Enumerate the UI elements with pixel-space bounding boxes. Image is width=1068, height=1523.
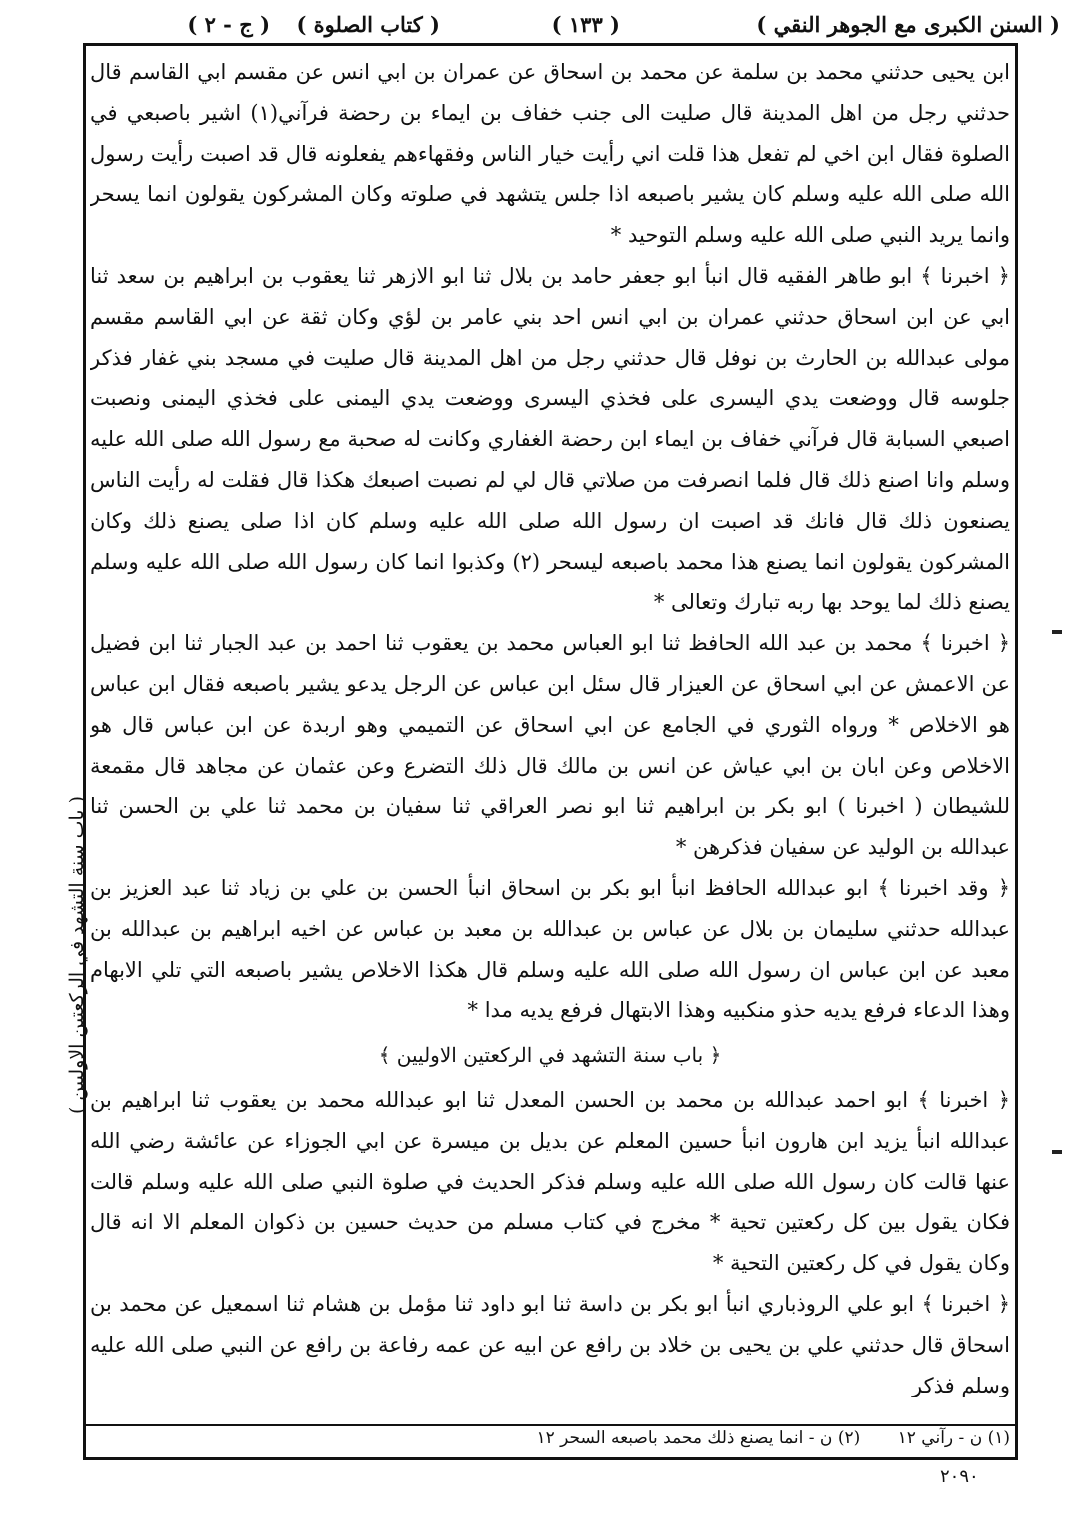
sheet-number: ۲۰۹۰ bbox=[940, 1466, 979, 1487]
paragraph: ﴿ وقد اخبرنا ﴾ ابو عبدالله الحافظ انبأ ابو بكر بن اسحاق انبأ الحسن بن علي بن زياد ثنا عبد العزيز بن عبدالله حدثني سليمان بن بلال عن عباس بن عبدالله بن معبد بن عباس عن اخيه ابراهيم بن عبدالله بن معبد عن ابن عباس ان رسول الله صلى الله عليه وسلم قال هكذا الاخلاص يشير باصبعه التي تلي الابهام وهذا الدعاء فرفع يديه حذو منكبيه وهذا الابتهال فرفع يديه مدا * bbox=[90, 875, 1010, 1023]
header-book-title: ( السنن الكبرى مع الجوهر النقي ) bbox=[756, 12, 1060, 37]
footnote-divider bbox=[86, 1424, 1016, 1426]
paragraph: ﴿ اخبرنا ﴾ محمد بن عبد الله الحافظ ثنا ابو العباس محمد بن يعقوب ثنا احمد بن عبد الجبار ثنا ابن فضيل عن الاعمش عن ابي اسحاق عن العيزار قال سئل ابن عباس عن الرجل يدعو يشير باصبعه فقال ابن عباس هو الاخلاص * ورواه الثوري في الجامع عن ابي اسحاق عن التميمي وهو اربدة عن ابن عباس قال هو الاخلاص وعن ابان بن ابي عياش عن انس بن مالك قال ذلك التضرع وعن عثمان عن مجاهد قال مقمعة للشيطان ( اخبرنا ) ابو بكر بن ابراهيم ثنا ابو نصر العراقي ثنا سفيان بن محمد ثنا علي بن الحسن ثنا عبدالله بن الوليد عن سفيان فذكرهن * bbox=[90, 631, 1010, 860]
margin-section-title: ( باب سنة التشهد في الركعتين الاوليين ) bbox=[66, 796, 88, 1115]
paragraph: ﴿ اخبرنا ﴾ ابو علي الروذباري انبأ ابو بكر بن داسة ثنا ابو داود ثنا مؤمل بن هشام ثنا اسمعيل عن محمد بن اسحاق قال حدثني علي بن يحيى بن خلاد بن رافع عن ابيه عن عمه رفاعة بن رافع عن النبي صلى الله عليه وسلم فذكر bbox=[90, 1291, 1010, 1397]
running-header bbox=[100, 10, 1060, 46]
footnotes bbox=[400, 1428, 1010, 1448]
margin-dash-mark bbox=[1052, 630, 1062, 634]
paragraph: ﴿ اخبرنا ﴾ ابو احمد عبدالله بن محمد بن الحسن المعدل ثنا ابو عبدالله محمد بن يعقوب ثنا ابراهيم بن عبدالله انبأ يزيد ابن هارون انبأ حسين المعلم عن بديل بن ميسرة عن ابي الجوزاء عن عائشة رضي الله عنها قالت كان رسول الله صلى الله عليه وسلم فذكر الحديث في صلوة النبي صلى الله عليه وسلم قالت فكان يقول بين كل ركعتين تحية * مخرج في كتاب مسلم من حديث حسين بن ذكوان المعلم الا انه قال وكان يقول في كل ركعتين التحية * bbox=[90, 1087, 1010, 1276]
main-text bbox=[90, 52, 1010, 1397]
section-heading: ﴿ باب سنة التشهد في الركعتين الاوليين ﴾ bbox=[378, 1043, 722, 1068]
paragraph: ﴿ اخبرنا ﴾ ابو طاهر الفقيه قال انبأ ابو جعفر حامد بن بلال ثنا ابو الازهر ثنا يعقوب بن ابراهيم بن سعد ثنا ابي عن ابن اسحاق حدثني عمران بن ابي انس احد بني عامر بن لؤي وكان ثقة عن ابي القاسم مقسم مولى عبدالله بن الحارث بن نوفل قال حدثني رجل من اهل المدينة قال صليت في مسجد بني غفار فذكر جلوسه قال ووضعت يدي اليسرى على فخذي اليسرى ووضعت يدي اليمنى على فخذي اليمنى ونصبت اصبعي السبابة قال فرآني خفاف بن ايماء ابن رحضة الغفاري وكانت له صحبة مع رسول الله صلى الله عليه وسلم وانا اصنع ذلك قال فلما انصرفت من صلاتي قال لي لم نصبت اصبعك هكذا قال فقلت له رأيت الناس يصنعون ذلك قال فانك قد اصبت ان رسول الله صلى الله عليه وسلم كان اذا صلى يصنع ذلك وكان المشركون يقولون انما يصنع هذا محمد باصبعه ليسحر (۲) وكذبوا انما كان رسول الله صلى الله عليه وسلم يصنع ذلك لما يوحد بها ربه تبارك وتعالى * bbox=[90, 263, 1010, 615]
header-chapter: ( كتاب الصلوة ) bbox=[296, 12, 440, 37]
footnote: (۱) ن - رآني ۱۲ bbox=[897, 1428, 1010, 1448]
paragraph: ابن يحيى حدثني محمد بن سلمة عن محمد بن اسحاق عن عمران بن ابي انس عن مقسم ابي القاسم قال حدثني رجل من اهل المدينة قال صليت الى جنب خفاف بن ايماء بن رحضة فرآني(۱) اشير باصبعي في الصلوة فقال ابن اخي لم تفعل هذا قلت اني رأيت خيار الناس وفقهاءهم يفعلونه قال قد اصبت رأيت رسول الله صلى الله عليه وسلم كان يشير باصبعه اذا جلس يتشهد في صلوته وكان المشركون يقولون انما يسحر وانما يريد النبي صلى الله عليه وسلم التوحيد * bbox=[90, 60, 1010, 248]
footnote: (۲) ن - انما يصنع ذلك محمد باصبعه السحر ۱۲ bbox=[536, 1428, 861, 1448]
header-volume: ( ج - ۲ ) bbox=[187, 12, 270, 37]
margin-dash-mark bbox=[1052, 1150, 1062, 1154]
header-page-number: ( ۱۳۳ ) bbox=[551, 12, 620, 37]
